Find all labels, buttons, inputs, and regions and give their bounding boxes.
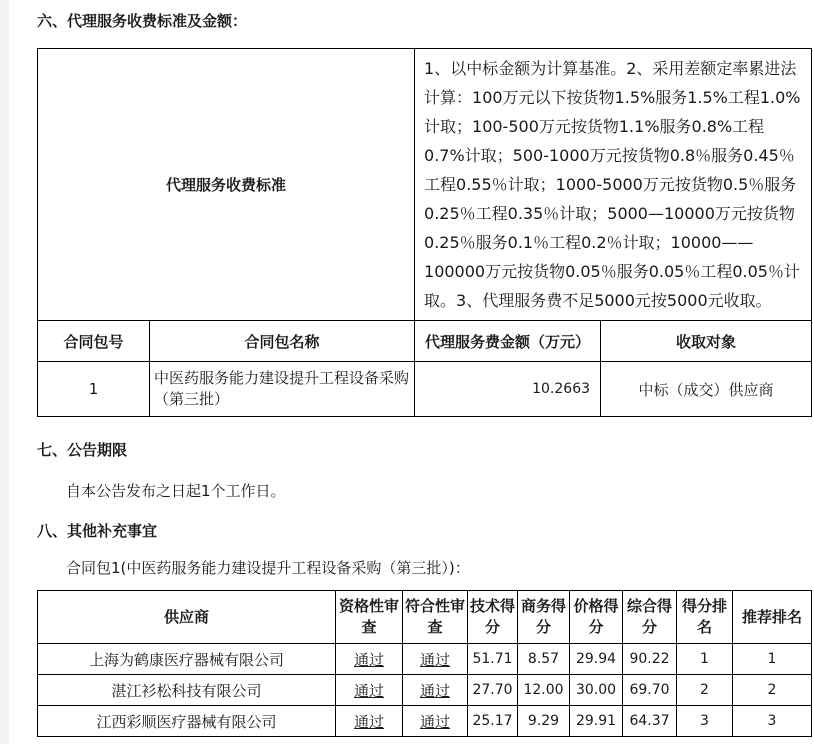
section-6-heading: 六、代理服务收费标准及金额： — [37, 12, 248, 30]
fee-cell-package-name: 中医药服务能力建设提升工程设备采购（第三批） — [150, 362, 415, 417]
recommend-rank: 2 — [733, 675, 812, 706]
total-score: 69.70 — [623, 675, 677, 706]
price-score: 30.00 — [570, 675, 623, 706]
supplier-name: 上海为鹤康医疗器械有限公司 — [38, 644, 336, 675]
supplier-row-1 — [38, 644, 812, 675]
qualification-pass-link[interactable]: 通过 — [336, 675, 403, 706]
header-supplier: 供应商 — [38, 591, 336, 644]
total-score: 90.22 — [623, 644, 677, 675]
fee-header-package-name: 合同包名称 — [150, 321, 415, 362]
business-score: 9.29 — [518, 706, 570, 737]
fee-standard-row — [38, 49, 812, 321]
header-business-score: 商务得分 — [518, 591, 570, 644]
fee-table-data-row — [38, 362, 812, 417]
supplier-score-table — [37, 590, 812, 737]
package-1-label: 合同包1(中医药服务能力建设提升工程设备采购（第三批）)： — [66, 559, 470, 577]
fee-cell-package-no: 1 — [38, 362, 150, 417]
fee-table — [37, 48, 812, 417]
fee-standard-label: 代理服务收费标准 — [38, 49, 415, 321]
conformity-pass-link[interactable]: 通过 — [403, 644, 468, 675]
total-score: 64.37 — [623, 706, 677, 737]
section-8-heading: 八、其他补充事宜 — [37, 522, 158, 540]
technical-score: 25.17 — [468, 706, 518, 737]
qualification-pass-link[interactable]: 通过 — [336, 706, 403, 737]
header-qualification-review: 资格性审查 — [336, 591, 403, 644]
recommend-rank: 1 — [733, 644, 812, 675]
qualification-pass-link[interactable]: 通过 — [336, 644, 403, 675]
header-recommend-rank: 推荐排名 — [733, 591, 812, 644]
conformity-pass-link[interactable]: 通过 — [403, 706, 468, 737]
price-score: 29.94 — [570, 644, 623, 675]
fee-cell-payee: 中标（成交）供应商 — [601, 362, 812, 417]
header-score-rank: 得分排名 — [677, 591, 733, 644]
score-rank: 3 — [677, 706, 733, 737]
business-score: 8.57 — [518, 644, 570, 675]
fee-cell-amount: 10.2663 — [415, 362, 601, 417]
fee-header-package-no: 合同包号 — [38, 321, 150, 362]
announcement-period-text: 自本公告发布之日起1个工作日。 — [66, 482, 286, 500]
supplier-name: 江西彩顺医疗器械有限公司 — [38, 706, 336, 737]
fee-standard-text: 1、以中标金额为计算基准。2、采用差额定率累进法计算：100万元以下按货物1.5%服务1.5%工程1.0%计取；100-500万元按货物1.1%服务0.8%工程0.7%计取；500-1000万元按货物0.8％服务0.45％工程0.55％计取；1000-5000万元按货物0.5％服务0.25％工程0.35％计取；5000—10000万元按货物0.25％服务0.1％工程0.2％计取；10000——100000万元按货物0.05％服务0.05％工程0.05％计取。3、代理服务费不足5000元按5000元收取。 — [415, 49, 812, 321]
score-rank: 2 — [677, 675, 733, 706]
announcement-content — [37, 0, 813, 737]
recommend-rank: 3 — [733, 706, 812, 737]
conformity-pass-link[interactable]: 通过 — [403, 675, 468, 706]
section-7-heading: 七、公告期限 — [37, 441, 128, 459]
business-score: 12.00 — [518, 675, 570, 706]
fee-header-payee: 收取对象 — [601, 321, 812, 362]
header-conformity-review: 符合性审查 — [403, 591, 468, 644]
fee-table-header-row — [38, 321, 812, 362]
supplier-name: 湛江衫松科技有限公司 — [38, 675, 336, 706]
technical-score: 51.71 — [468, 644, 518, 675]
header-total-score: 综合得分 — [623, 591, 677, 644]
header-price-score: 价格得分 — [570, 591, 623, 644]
page-left-gutter — [0, 0, 9, 744]
supplier-row-2 — [38, 675, 812, 706]
score-rank: 1 — [677, 644, 733, 675]
technical-score: 27.70 — [468, 675, 518, 706]
fee-header-amount: 代理服务费金额（万元） — [415, 321, 601, 362]
header-technical-score: 技术得分 — [468, 591, 518, 644]
price-score: 29.91 — [570, 706, 623, 737]
supplier-row-3 — [38, 706, 812, 737]
supplier-table-header-row — [38, 591, 812, 644]
